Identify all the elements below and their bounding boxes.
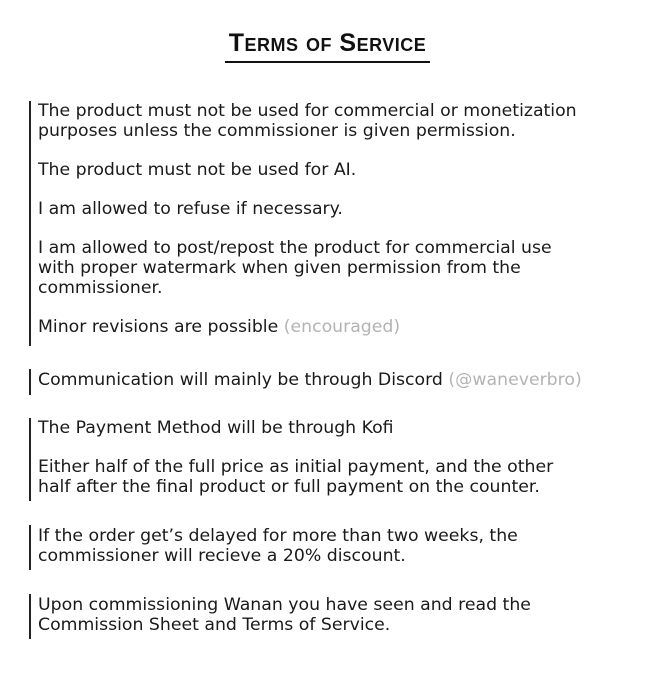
terms-section-agreement (29, 594, 638, 639)
term-line: Commission Sheet and Terms of Service. (38, 615, 391, 635)
page-title: Terms of Service (225, 30, 431, 63)
term-agreement (38, 594, 638, 635)
term-line: I am allowed to refuse if necessary. (38, 199, 343, 219)
term-line: If the order get’s delayed for more than two weeks, the (38, 526, 518, 546)
term-line: I am allowed to post/repost the product for commercial use (38, 238, 552, 258)
term-line: commissioner. (38, 278, 163, 298)
term-note: (encouraged) (283, 317, 401, 337)
discord-handle: (@waneverbro) (448, 370, 582, 390)
term-line: half after the final product or full payment on the counter. (38, 477, 540, 497)
term-commercial-use (38, 101, 638, 141)
terms-section-delay (29, 525, 638, 570)
term-line: Either half of the full price as initial payment, and the other (38, 457, 554, 477)
term-delay-discount (38, 525, 638, 566)
terms-section-usage (29, 101, 638, 346)
term-line: The Payment Method will be through Kofi (38, 418, 394, 438)
term-line: with proper watermark when given permission from the (38, 258, 521, 278)
term-payment-split (38, 457, 638, 497)
term-no-ai (38, 160, 638, 180)
title-container (0, 30, 655, 63)
term-line: purposes unless the commissioner is given permission. (38, 121, 516, 141)
term-payment-method (38, 418, 638, 438)
term-communication (38, 369, 638, 390)
term-refuse (38, 199, 638, 219)
term-line: The product must not be used for AI. (38, 160, 357, 180)
terms-section-communication (29, 369, 638, 395)
term-line: The product must not be used for commercial or monetization (38, 101, 577, 121)
term-repost (38, 238, 638, 298)
terms-section-payment (29, 418, 638, 501)
term-line: Communication will mainly be through Discord (38, 370, 443, 390)
term-line: commissioner will recieve a 20% discount. (38, 546, 406, 566)
term-line: Upon commissioning Wanan you have seen and read the (38, 595, 531, 615)
term-revisions (38, 317, 638, 337)
term-line: Minor revisions are possible (38, 317, 279, 337)
